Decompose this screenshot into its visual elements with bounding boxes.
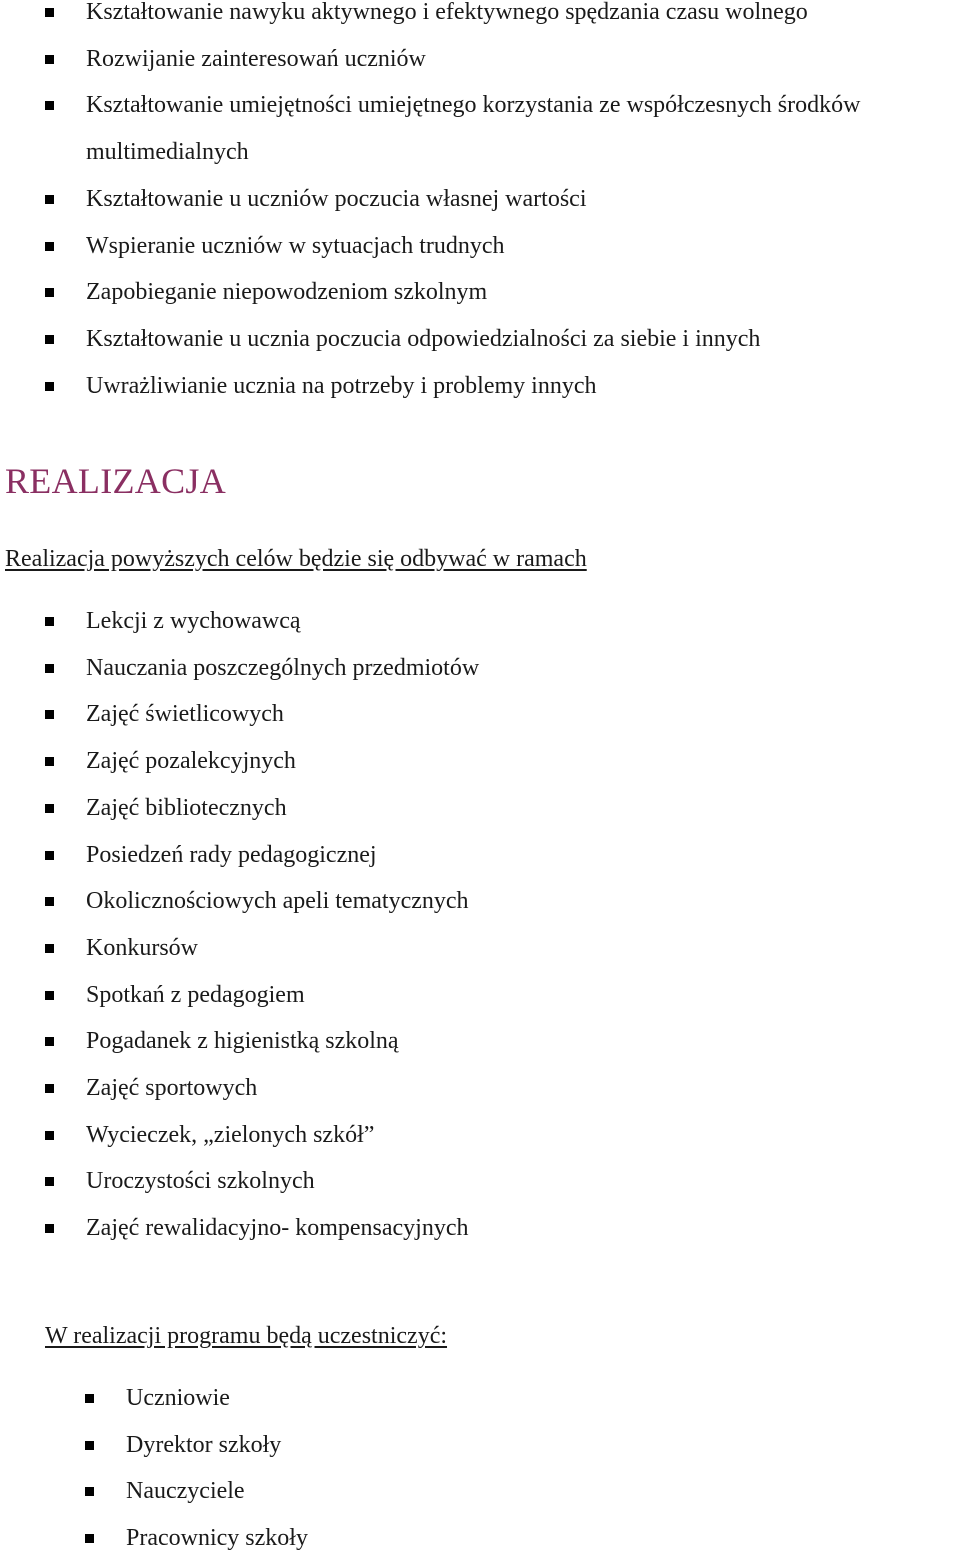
list-item-text: multimedialnych: [86, 139, 249, 166]
list-item: [45, 925, 479, 972]
list-item-text: Kształtowanie nawyku aktywnego i efektywnego spędzania czasu wolnego: [86, 0, 808, 25]
list-item-text: Wspieranie uczniów w sytuacjach trudnych: [86, 232, 505, 259]
list-item: [45, 738, 479, 785]
square-bullet-icon: [45, 617, 54, 626]
square-bullet-icon: [45, 288, 54, 297]
realization-list: [45, 598, 479, 1252]
list-item-text: Pogadanek z higienistką szkolną: [86, 1028, 399, 1055]
square-bullet-icon: [45, 335, 54, 344]
list-item: [45, 691, 479, 738]
square-bullet-icon: [45, 757, 54, 766]
square-bullet-icon: [45, 944, 54, 953]
square-bullet-icon: [45, 710, 54, 719]
square-bullet-icon: [45, 804, 54, 813]
participants-intro: W realizacji programu będą uczestniczyć:: [45, 1323, 448, 1349]
list-item-text: Spotkań z pedagogiem: [86, 981, 305, 1008]
square-bullet-icon: [45, 8, 54, 17]
square-bullet-icon: [45, 1131, 54, 1140]
list-item-text: Zajęć świetlicowych: [86, 701, 284, 728]
square-bullet-icon: [45, 382, 54, 391]
list-item-text: Okolicznościowych apeli tematycznych: [86, 888, 469, 915]
square-bullet-icon: [85, 1441, 94, 1450]
list-item-text: Zajęć pozalekcyjnych: [86, 748, 296, 775]
square-bullet-icon: [45, 1177, 54, 1186]
list-item: [45, 645, 479, 692]
list-item-text: Nauczyciele: [126, 1478, 245, 1505]
list-item-text: Konkursów: [86, 934, 198, 961]
list-item-text: Lekcji z wychowawcą: [86, 608, 301, 634]
square-bullet-icon: [45, 1037, 54, 1046]
list-item: [45, 363, 860, 410]
square-bullet-icon: [85, 1487, 94, 1496]
list-item: [45, 36, 860, 83]
list-item: [45, 832, 479, 879]
list-item: [45, 785, 479, 832]
square-bullet-icon: [45, 55, 54, 64]
goals-list: [45, 0, 860, 409]
list-item: [45, 1065, 479, 1112]
list-item: [85, 1468, 308, 1515]
participants-list: [85, 1375, 308, 1562]
list-item-text: Posiedzeń rady pedagogicznej: [86, 841, 377, 868]
square-bullet-icon: [45, 195, 54, 204]
square-bullet-icon: [85, 1394, 94, 1403]
list-item-text: Uwrażliwianie ucznia na potrzeby i problemy innych: [86, 372, 597, 399]
list-item-text: Zajęć bibliotecznych: [86, 794, 287, 821]
list-item: [45, 82, 860, 129]
list-item: [85, 1422, 308, 1469]
square-bullet-icon: [45, 897, 54, 906]
list-item: [45, 972, 479, 1019]
square-bullet-icon: [45, 1224, 54, 1233]
list-item-text: Kształtowanie u ucznia poczucia odpowiedzialności za siebie i innych: [86, 325, 761, 352]
section-heading-realizacja: REALIZACJA: [5, 461, 226, 501]
list-item-text: Nauczania poszczególnych przedmiotów: [86, 654, 480, 681]
list-item-text: Zapobieganie niepowodzeniom szkolnym: [86, 279, 488, 306]
list-item-text: Zajęć sportowych: [86, 1075, 258, 1102]
list-item: [85, 1375, 308, 1422]
list-item-text: Uczniowie: [126, 1385, 230, 1411]
realization-intro: Realizacja powyższych celów będzie się odbywać w ramach: [5, 546, 587, 572]
square-bullet-icon: [45, 1084, 54, 1093]
list-item-text: Rozwijanie zainteresowań uczniów: [86, 45, 426, 72]
square-bullet-icon: [45, 851, 54, 860]
square-bullet-icon: [45, 242, 54, 251]
list-item-text: Wycieczek, „zielonych szkół”: [86, 1121, 375, 1148]
list-item-text: Kształtowanie u uczniów poczucia własnej wartości: [86, 185, 587, 212]
list-item: [45, 1112, 479, 1159]
list-item-text: Kształtowanie umiejętności umiejętnego korzystania ze współczesnych środków: [86, 92, 861, 119]
list-item-text: Dyrektor szkoły: [126, 1431, 282, 1458]
list-item: [45, 598, 479, 645]
list-item-text: Zajęć rewalidacyjno- kompensacyjnych: [86, 1215, 469, 1242]
list-item: [45, 1018, 479, 1065]
list-item: [45, 878, 479, 925]
list-item: [45, 1205, 479, 1252]
list-item: [45, 1158, 479, 1205]
list-item: [85, 1515, 308, 1562]
square-bullet-icon: [45, 101, 54, 110]
list-item: [45, 223, 860, 270]
list-item: [45, 316, 860, 363]
square-bullet-icon: [85, 1534, 94, 1543]
list-item-continuation: [45, 129, 860, 176]
square-bullet-icon: [45, 991, 54, 1000]
list-item: [45, 0, 860, 36]
list-item-text: Uroczystości szkolnych: [86, 1168, 315, 1195]
list-item: [45, 269, 860, 316]
square-bullet-icon: [45, 664, 54, 673]
list-item: [45, 176, 860, 223]
list-item-text: Pracownicy szkoły: [126, 1525, 308, 1552]
